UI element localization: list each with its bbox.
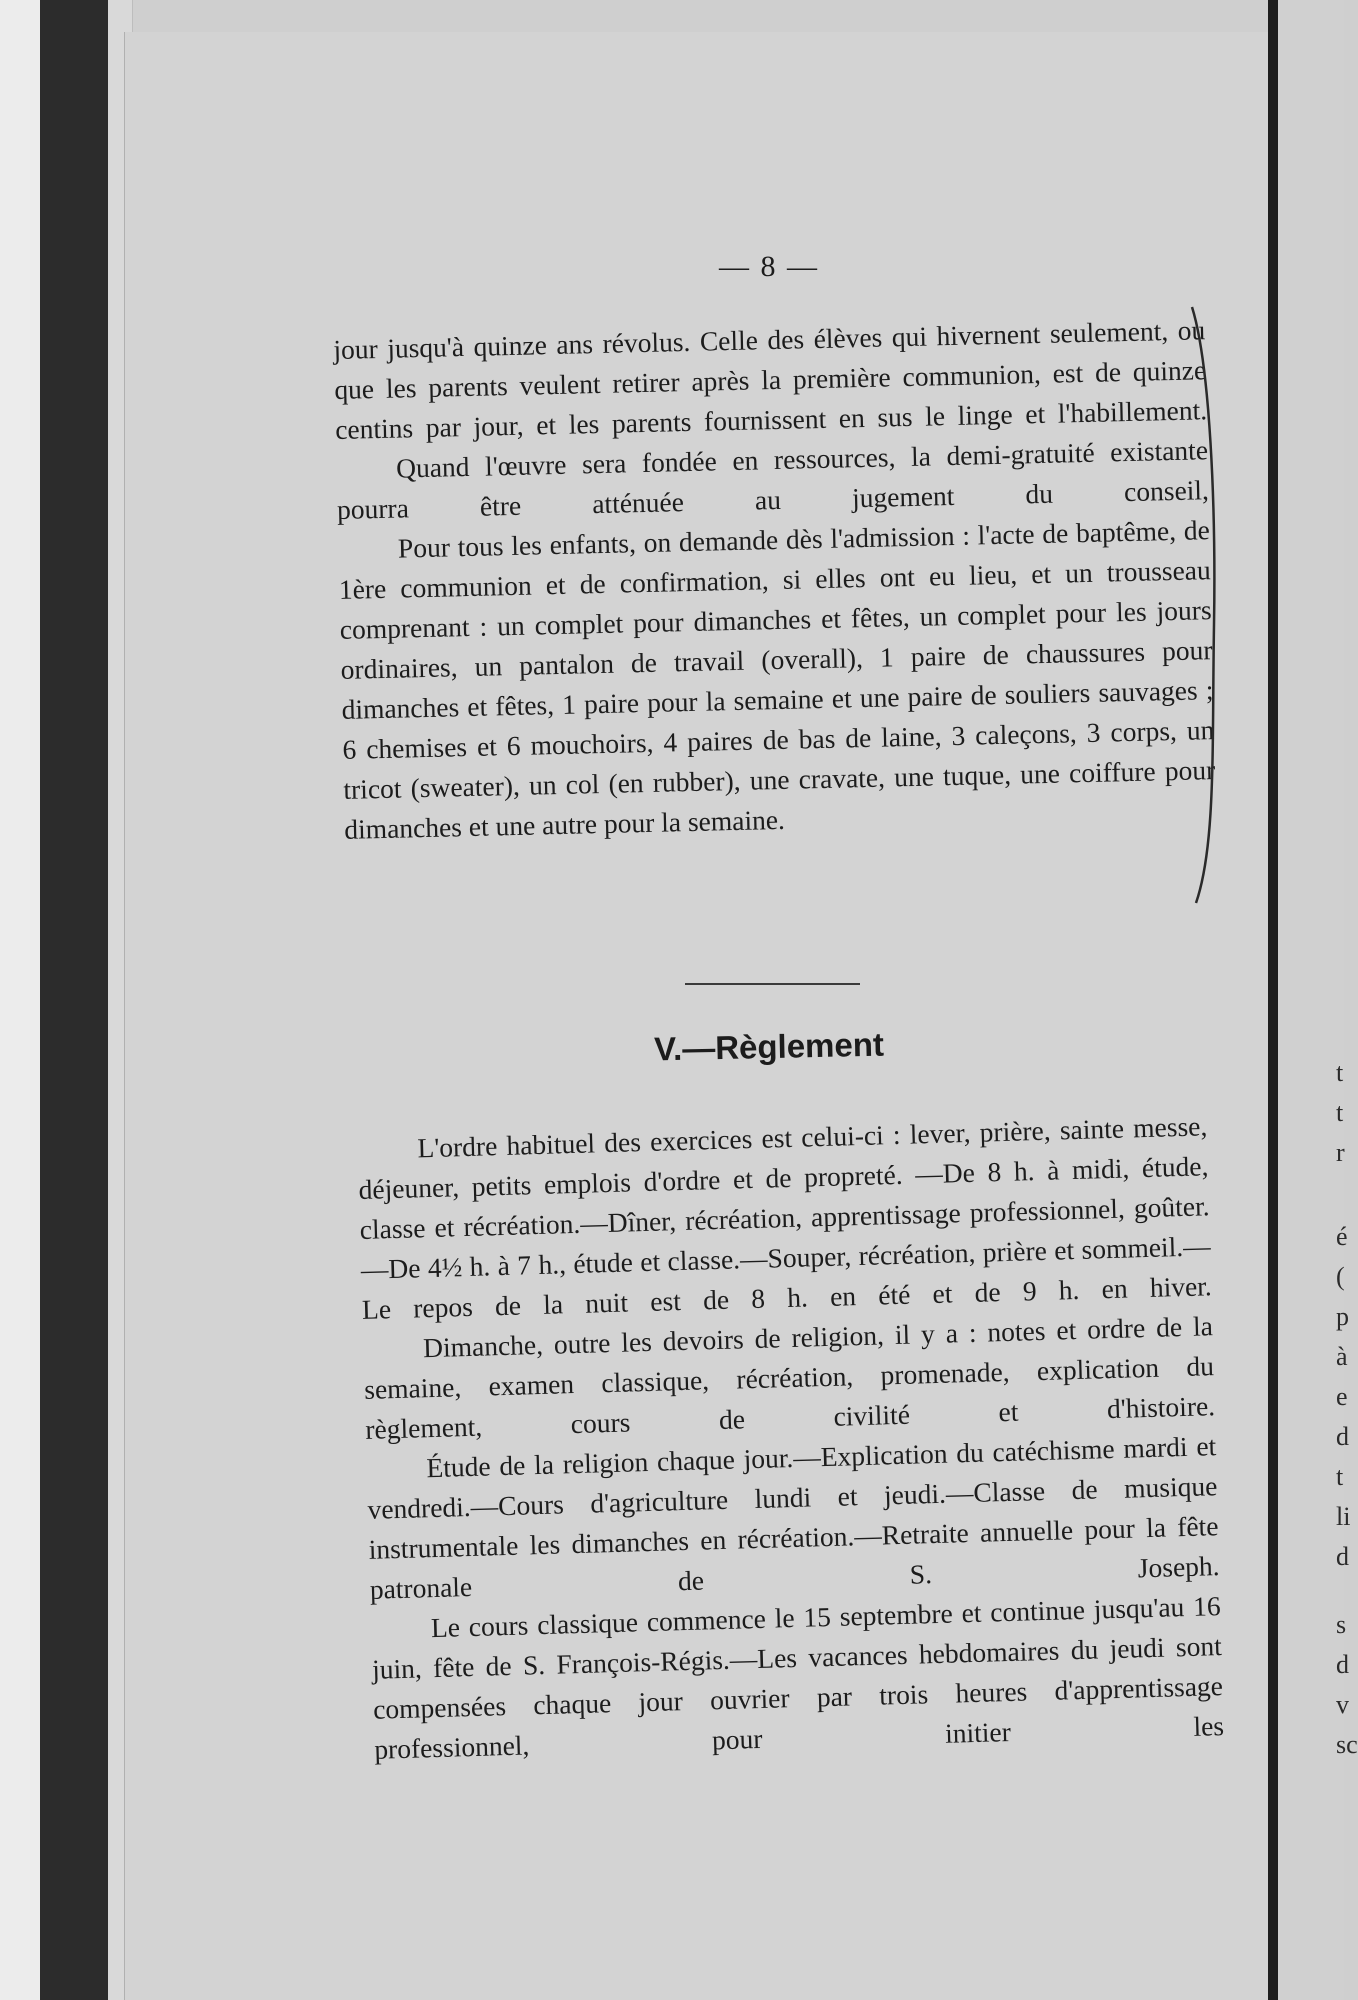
next-page-fragment: s (1336, 1610, 1347, 1639)
next-page-fragment: sc (1336, 1730, 1358, 1759)
next-page-fragment: d (1336, 1650, 1349, 1679)
section-admission-text (333, 310, 1217, 850)
paragraph: Pour tous les enfants, on demande dès l'admission : l'acte de baptême, de 1ère communion et de confirmation, si elles ont eu lieu, et un trousseau comprenant : un complet pour dimanches et fêtes, un complet pour les jours ordinaires, un pantalon de travail (overall), 1 paire de chaussures pour dimanches et fêtes, 1 paire pour la semaine et une paire de souliers sauvages ; 6 chemises et 6 mouchoirs, 4 paires de bas de laine, 3 caleçons, 3 corps, un tricot (sweater), un col (en rubber), une cravate, une tuque, une coiffure pour dimanches et une autre pour la semaine. (338, 514, 1216, 845)
page-gutter (1268, 0, 1278, 2000)
next-page-fragment: r (1336, 1138, 1345, 1167)
next-page-fragment: é (1336, 1222, 1348, 1251)
next-page-fragment: t (1336, 1462, 1344, 1491)
paragraph: Dimanche, outre les devoirs de religion, il y a : notes et ordre de la semaine, examen classique, récréation, promenade, explication du règlement, cours de civilité et d'histoire. (363, 1310, 1216, 1445)
next-page-edge (1278, 0, 1358, 2000)
page-number: — 8 — (719, 250, 819, 283)
paragraph: Quand l'œuvre sera fondée en ressources, la demi-gratuité existante pourra être atténuée au jugement du conseil, (336, 434, 1210, 525)
section-heading: V.—Règlement (653, 1025, 885, 1068)
next-page-fragment: ( (1336, 1262, 1345, 1291)
next-page-fragment: d (1336, 1542, 1349, 1571)
next-page-fragment: t (1336, 1098, 1344, 1127)
handwritten-bracket-mark (1190, 305, 1220, 905)
paragraph: Étude de la religion chaque jour.—Explication du catéchisme mardi et vendredi.—Cours d'agriculture lundi et jeudi.—Classe de musique instrumentale les dimanches en récréation.—Retraite annuelle pour la fête patronale de S. Joseph. (367, 1430, 1220, 1605)
paragraph: Le cours classique commence le 15 septembre et continue jusqu'au 16 juin, fête de S. François-Régis.—Les vacances hebdomaires du jeudi sont compensées chaque jour ouvrier par trois heures d'apprentissage professionnel, pour initier les (371, 1590, 1225, 1765)
next-page-fragment: e (1336, 1382, 1348, 1411)
scan-margin (0, 0, 40, 2000)
next-page-fragment: t (1336, 1058, 1344, 1087)
paragraph: L'ordre habituel des exercices est celui-ci : lever, prière, sainte messe, déjeuner, petits emplois d'ordre et de propreté. —De 8 h. à midi, étude, classe et récréation.—Dîner, récréation, apprentissage professionnel, goûter.—De 4½ h. à 7 h., étude et classe.—Souper, récréation, prière et sommeil.—Le repos de la nuit est de 8 h. en été et de 9 h. en hiver. (358, 1110, 1213, 1325)
next-page-fragment: à (1336, 1342, 1348, 1371)
book-binding (40, 0, 110, 2000)
next-page-fragment: d (1336, 1422, 1349, 1451)
next-page-fragment: li (1336, 1502, 1351, 1531)
section-divider (685, 983, 860, 985)
paragraph: jour jusqu'à quinze ans révolus. Celle des élèves qui hivernent seulement, ou que les parents veulent retirer après la première communion, est de quinze centins par jour, et les parents fournissent en sus le linge et l'habillement. (333, 314, 1208, 445)
next-page-fragment: v (1336, 1690, 1349, 1719)
next-page-fragment: p (1336, 1302, 1349, 1331)
section-reglement-text (357, 1106, 1225, 1769)
